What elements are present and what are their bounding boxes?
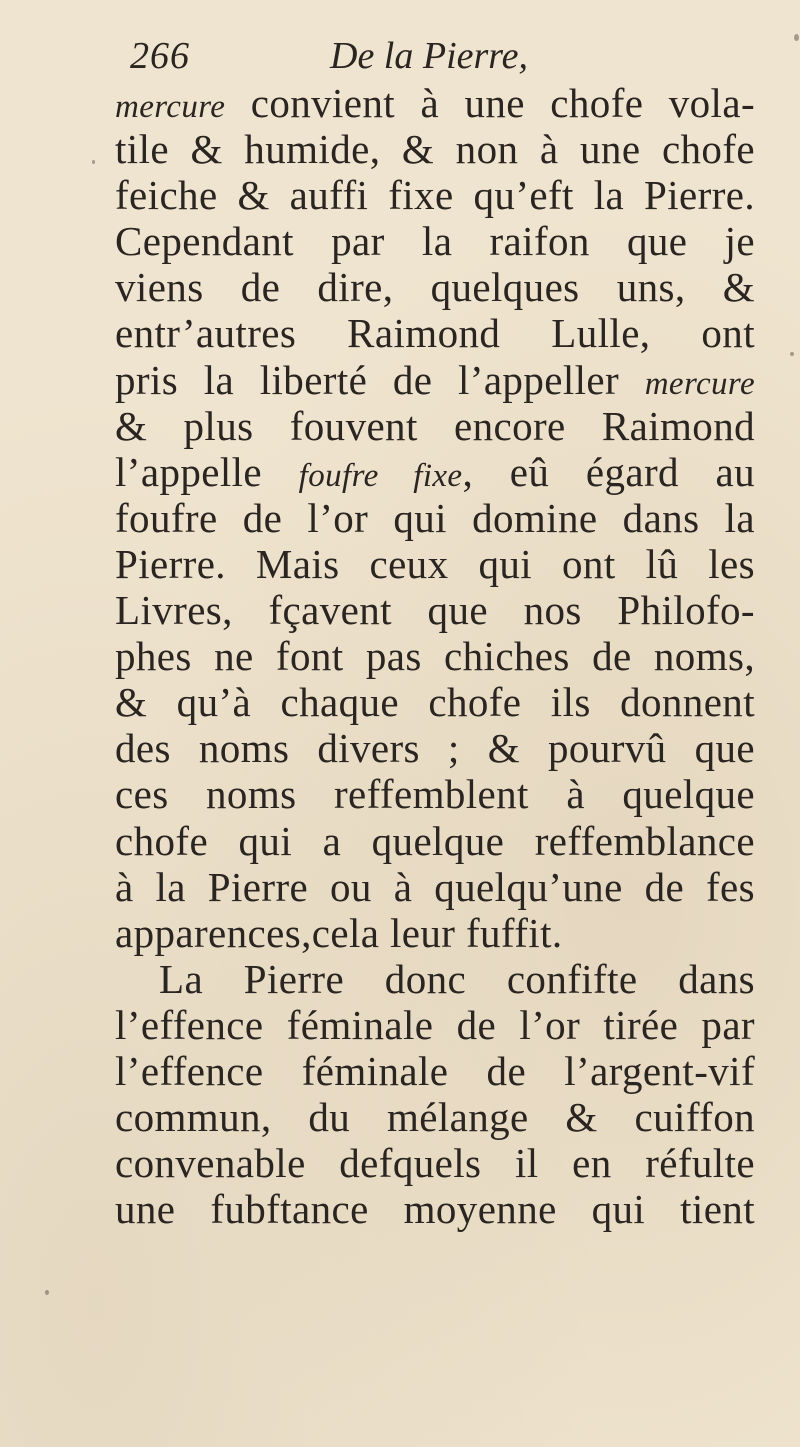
text-line: viens de dire, quelques uns, & xyxy=(115,264,755,311)
running-title: De la Pierre, xyxy=(330,35,529,77)
page-header xyxy=(130,34,600,82)
text-line: entr’autres Raimond Lulle, ont xyxy=(115,310,755,357)
text-line: tile & humide, & non à une chofe xyxy=(115,126,755,173)
text-line: ces noms reffemblent à quelque xyxy=(115,771,755,818)
text-line: l’effence féminale de l’or tirée par xyxy=(115,1001,755,1048)
text-line: Cependant par la raifon que je xyxy=(115,218,755,265)
paper-speck xyxy=(45,1290,49,1295)
text-line: pris la liberté de l’appeller mercure xyxy=(115,356,755,403)
paragraph-start-line: La Pierre donc confifte dans xyxy=(159,955,755,1002)
text-line: des noms divers ; & pourvû que xyxy=(115,725,755,772)
paragraph-end-line: apparences,cela leur fuffit. xyxy=(115,909,563,956)
text-line: convenable defquels il en réfulte xyxy=(115,1140,755,1187)
text-line: Pierre. Mais ceux qui ont lû les xyxy=(115,540,755,587)
paper-speck xyxy=(794,34,799,41)
paper-speck xyxy=(790,352,794,356)
text-line: une fubftance moyenne qui tient xyxy=(115,1186,755,1233)
body-text xyxy=(115,80,755,1232)
text-line: & qu’à chaque chofe ils donnent xyxy=(115,679,755,726)
paper-speck xyxy=(92,160,95,164)
text-line: l’appelle foufre fixe, eû égard au xyxy=(115,448,755,495)
text-line: phes ne font pas chiches de noms, xyxy=(115,633,755,680)
text-line: mercure convient à une chofe vola- xyxy=(115,80,755,126)
text-line: à la Pierre ou à quelqu’une de fes xyxy=(115,863,755,910)
text-line: Livres, fçavent que nos Philofo- xyxy=(115,587,755,634)
text-line: commun, du mélange & cuiffon xyxy=(115,1094,755,1141)
text-line: feiche & auffi fixe qu’eft la Pierre. xyxy=(115,172,755,219)
text-line: chofe qui a quelque reffemblance xyxy=(115,817,755,864)
page-number: 266 xyxy=(130,35,190,77)
text-line: foufre de l’or qui domine dans la xyxy=(115,494,755,541)
text-line: & plus fouvent encore Raimond xyxy=(115,402,755,449)
text-line: l’effence féminale de l’argent-vif xyxy=(115,1047,755,1094)
